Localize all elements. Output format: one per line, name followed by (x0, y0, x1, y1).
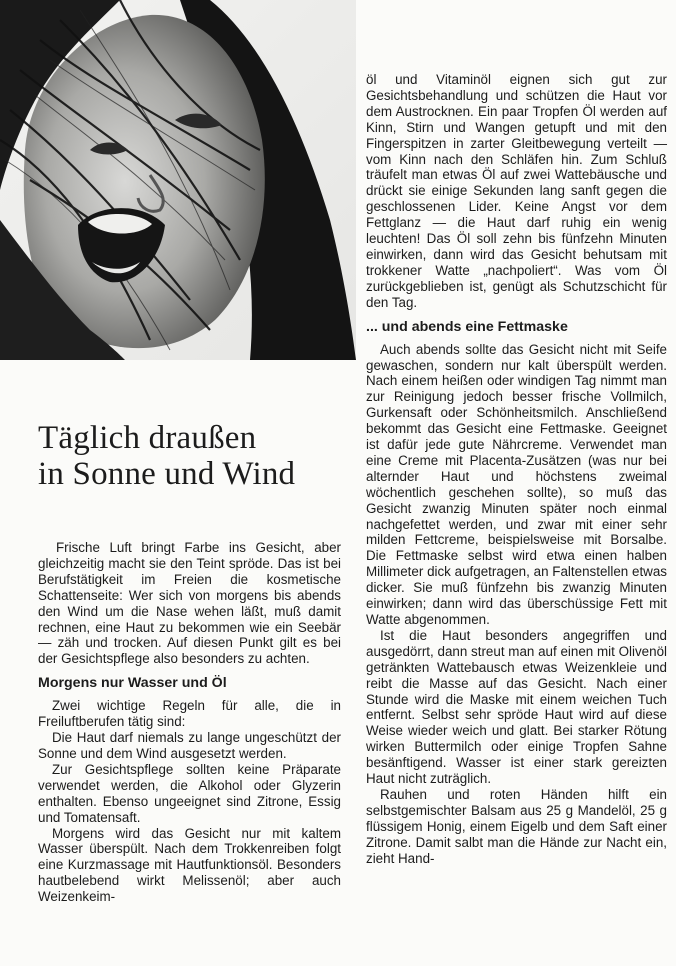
paragraph: Ist die Haut besonders angegriffen und ausgedörrt, dann streut man auf einen mit Olivenöl getränkten Wattebausch etwas Weizenkleie und reibt die Masse auf das Gesicht. Nach einer Stunde wird die Maske mit einem weichen Tuch entfernt. Selbst sehr spröde Haut wird auf diese Weise wieder weich und glatt. Bei starker Rötung wirken Buttermilch oder einige Tropfen Sahne besänftigend. Wasser ist einer stark gereizten Haut nicht zuträglich. (366, 627, 667, 787)
portrait-photo (0, 0, 356, 360)
paragraph: Rauhen und roten Händen hilft ein selbstgemischter Balsam aus 25 g Mandelöl, 25 g flüssigem Honig, einem Eigelb und dem Saft einer Zitrone. Damit salbt man die Hände zur Nacht ein, zieht Hand- (366, 786, 667, 866)
left-text-column (38, 540, 341, 905)
paragraph: Zur Gesichtspflege sollten keine Präparate verwendet werden, die Alkohol oder Glyzerin enthalten. Ebenso ungeeignet sind Zitrone, Essig und Tomatensaft. (38, 761, 341, 825)
article-title-line-1: Täglich draußen (38, 420, 257, 456)
article-title-line-2: in Sonne und Wind (38, 456, 296, 492)
paragraph-continued: öl und Vitaminöl eignen sich gut zur Gesichtsbehandlung und schützen die Haut vor dem Austrocknen. Ein paar Tropfen Öl werden auf Kinn, Stirn und Wangen getupft und mit den Fingerspitzen in zarter Gleitbewegung verteilt — vom Kinn nach den Schläfen hin. Zum Schluß träufelt man etwas Öl auf zwei Wattebäusche und drückt sie einige Sekunden lang sanft gegen die geschlossenen Lider. Keine Angst vor dem Fettglanz — die Haut darf ruhig ein wenig leuchten! Das Öl soll zehn bis fünfzehn Minuten einwirken, dann wird das Gesicht behutsam mit trokkener Watte „nachpoliert“. Was vom Öl zurückgeblieben ist, genügt als Schutzschicht für den Tag. (366, 72, 667, 310)
article-title (38, 420, 338, 492)
paragraph: Auch abends sollte das Gesicht nicht mit Seife gewaschen, sondern nur kalt überspült werden. Nach einem heißen oder windigen Tag nimmt man zur Reinigung jedoch besser frische Vollmilch, Gurkensaft oder Schönheitsmilch. Anschließend bekommt das Gesicht eine Fettmaske. Geeignet ist dafür jede gute Nährcreme. Verwendet man eine Creme mit Placenta-Zusätzen (was nur bei alternder Haut und höchstens zweimal wöchentlich geschehen sollte), so muß das Gesicht zwanzig Minuten später noch einmal nachgefettet werden, und zwar mit einer sehr milden Fettcreme, beispielsweise mit Borsalbe. Die Fettmaske selbst wird etwa einen halben Millimeter dick aufgetragen, an Faltenstellen etwas dicker. Sie muß fünfzehn bis zwanzig Minuten einwirken; dann wird das überschüssige Fett mit Watte abgenommen. (366, 341, 667, 627)
paragraph: Zwei wichtige Regeln für alle, die in Freiluftberufen tätig sind: (38, 698, 341, 730)
section-heading-evening: ... und abends eine Fettmaske (366, 318, 568, 335)
section-heading-morning: Morgens nur Wasser und Öl (38, 675, 227, 692)
paragraph: Die Haut darf niemals zu lange ungeschützt der Sonne und dem Wind ausgesetzt werden. (38, 730, 341, 761)
intro-paragraph: Frische Luft bringt Farbe ins Gesicht, aber gleichzeitig macht sie den Teint spröde. Das ist bei Berufstätigkeit im Freien die kosmetische Schattenseite: Wer sich von morgens bis abends den Wind um die Nase wehen läßt, muß damit rechnen, eine Haut zu bekommen wie ein Seebär — zäh und trocken. Auf diesen Punkt gilt es bei der Gesichtspflege also besonders zu achten. (38, 540, 341, 667)
paragraph: Morgens wird das Gesicht nur mit kaltem Wasser überspült. Nach dem Trokkenreiben folgt eine Kurzmassage mit Hautfunktionsöl. Besonders hautbelebend wirkt Melissenöl; aber auch Weizenkeim- (38, 825, 341, 905)
right-text-column (366, 72, 667, 867)
